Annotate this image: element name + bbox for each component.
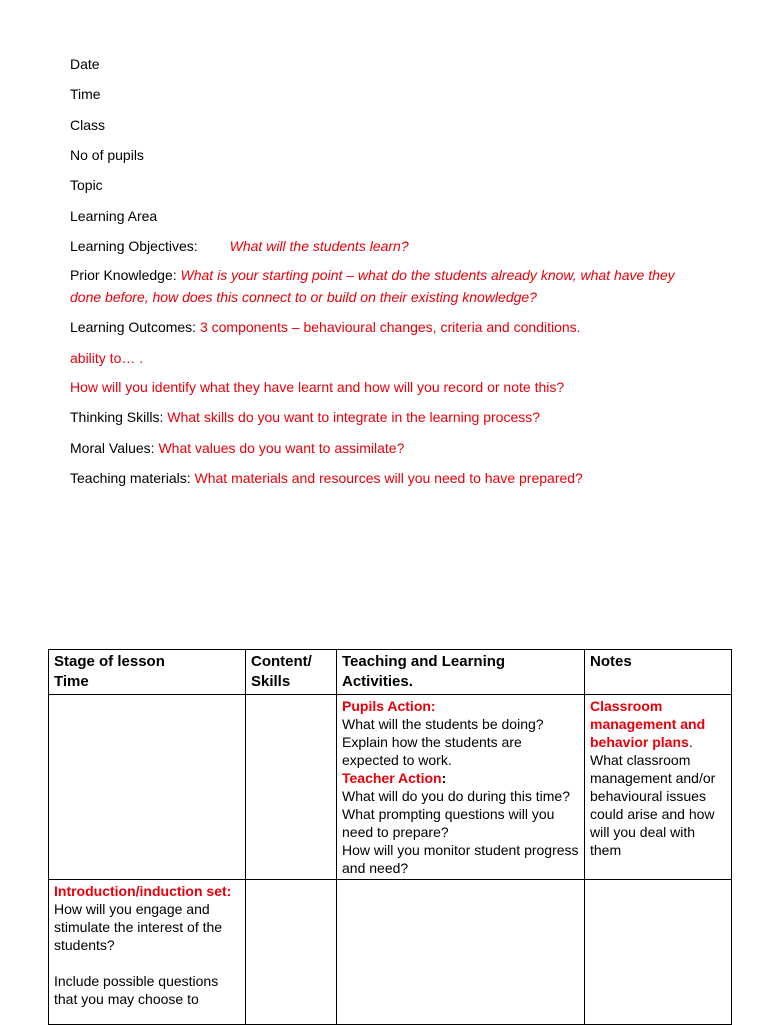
time-label: Time xyxy=(70,86,101,102)
pupils-label: No of pupils xyxy=(70,147,144,163)
moral-hint: What values do you want to assimilate? xyxy=(158,440,405,456)
header-content xyxy=(246,650,337,695)
header-content-line2: Skills xyxy=(251,673,291,690)
learning-objectives-row xyxy=(70,237,409,255)
row2-activities-cell xyxy=(337,880,585,1025)
header-stage-line2: Time xyxy=(54,673,89,690)
row2-content-cell xyxy=(246,880,337,1025)
materials-hint: What materials and resources will you need to have prepared? xyxy=(194,470,583,486)
thinking-label: Thinking Skills: xyxy=(70,409,164,425)
teacher-action-colon: : xyxy=(441,770,447,786)
introduction-more-text: Include possible questions that you may choose to xyxy=(54,973,219,1007)
header-activities-line1: Teaching and Learning xyxy=(342,653,506,670)
pupils-action-title: Pupils Action: xyxy=(342,698,436,714)
table-row xyxy=(49,880,732,1025)
row2-stage-cell xyxy=(49,880,246,1025)
teaching-materials-row xyxy=(70,469,583,487)
header-notes-label: Notes xyxy=(590,653,632,670)
thinking-skills-row xyxy=(70,408,540,426)
ability-line: ability to… . xyxy=(70,350,144,366)
header-notes xyxy=(585,650,732,695)
prior-knowledge-row xyxy=(70,264,680,308)
row2-notes-cell xyxy=(585,880,732,1025)
teacher-action-title-row xyxy=(342,769,579,787)
introduction-text: How will you engage and stimulate the interest of the students? xyxy=(54,901,223,953)
spacer xyxy=(54,954,240,972)
class-label: Class xyxy=(70,117,106,133)
classroom-management-text: What classroom management and/or behavioural issues could arise and how will you deal with them xyxy=(590,752,716,858)
teacher-action-line: What prompting questions will you need to prepare? xyxy=(342,806,555,840)
introduction-title: Introduction/induction set: xyxy=(54,883,232,899)
learning-area-label: Learning Area xyxy=(70,208,158,224)
materials-label: Teaching materials: xyxy=(70,470,191,486)
header-content-line1: Content/ xyxy=(251,653,312,670)
header-activities xyxy=(337,650,585,695)
table-row xyxy=(49,695,732,880)
row1-activities-cell xyxy=(337,695,585,880)
row1-stage-cell xyxy=(49,695,246,880)
teacher-action-line: What will do you do during this time? xyxy=(342,788,570,804)
objectives-label: Learning Objectives: xyxy=(70,238,198,254)
moral-label: Moral Values: xyxy=(70,440,155,456)
teacher-action-title: Teacher Action xyxy=(342,770,442,786)
header-stage xyxy=(49,650,246,695)
table-header-row xyxy=(49,650,732,695)
row1-notes-cell xyxy=(585,695,732,880)
outcomes-label: Learning Outcomes: xyxy=(70,319,197,335)
classroom-management-dot: . xyxy=(688,734,693,750)
outcomes-hint: 3 components – behavioural changes, criteria and conditions. xyxy=(199,319,581,335)
prior-label: Prior Knowledge: xyxy=(70,267,177,283)
teacher-action-line: How will you monitor student progress and need? xyxy=(342,842,579,876)
moral-values-row xyxy=(70,439,404,457)
pupils-action-line: Explain how the students are expected to work. xyxy=(342,734,522,768)
header-stage-line1: Stage of lesson xyxy=(54,653,165,670)
date-label: Date xyxy=(70,56,100,72)
classroom-management-title: Classroom management and behavior plans xyxy=(590,698,706,750)
pupils-action-line: What will the students be doing? xyxy=(342,716,544,732)
lesson-plan-table xyxy=(48,649,732,1025)
row1-content-cell xyxy=(246,695,337,880)
thinking-hint: What skills do you want to integrate in the learning process? xyxy=(167,409,541,425)
objectives-hint: What will the students learn? xyxy=(229,238,409,254)
identify-line: How will you identify what they have learnt and how will you record or note this? xyxy=(70,379,565,395)
topic-label: Topic xyxy=(70,177,103,193)
learning-outcomes-row xyxy=(70,318,581,336)
prior-hint: What is your starting point – what do the students already know, what have they done before, how does this connect to or build on their existing knowledge? xyxy=(70,267,675,305)
header-activities-line2: Activities. xyxy=(342,673,413,690)
